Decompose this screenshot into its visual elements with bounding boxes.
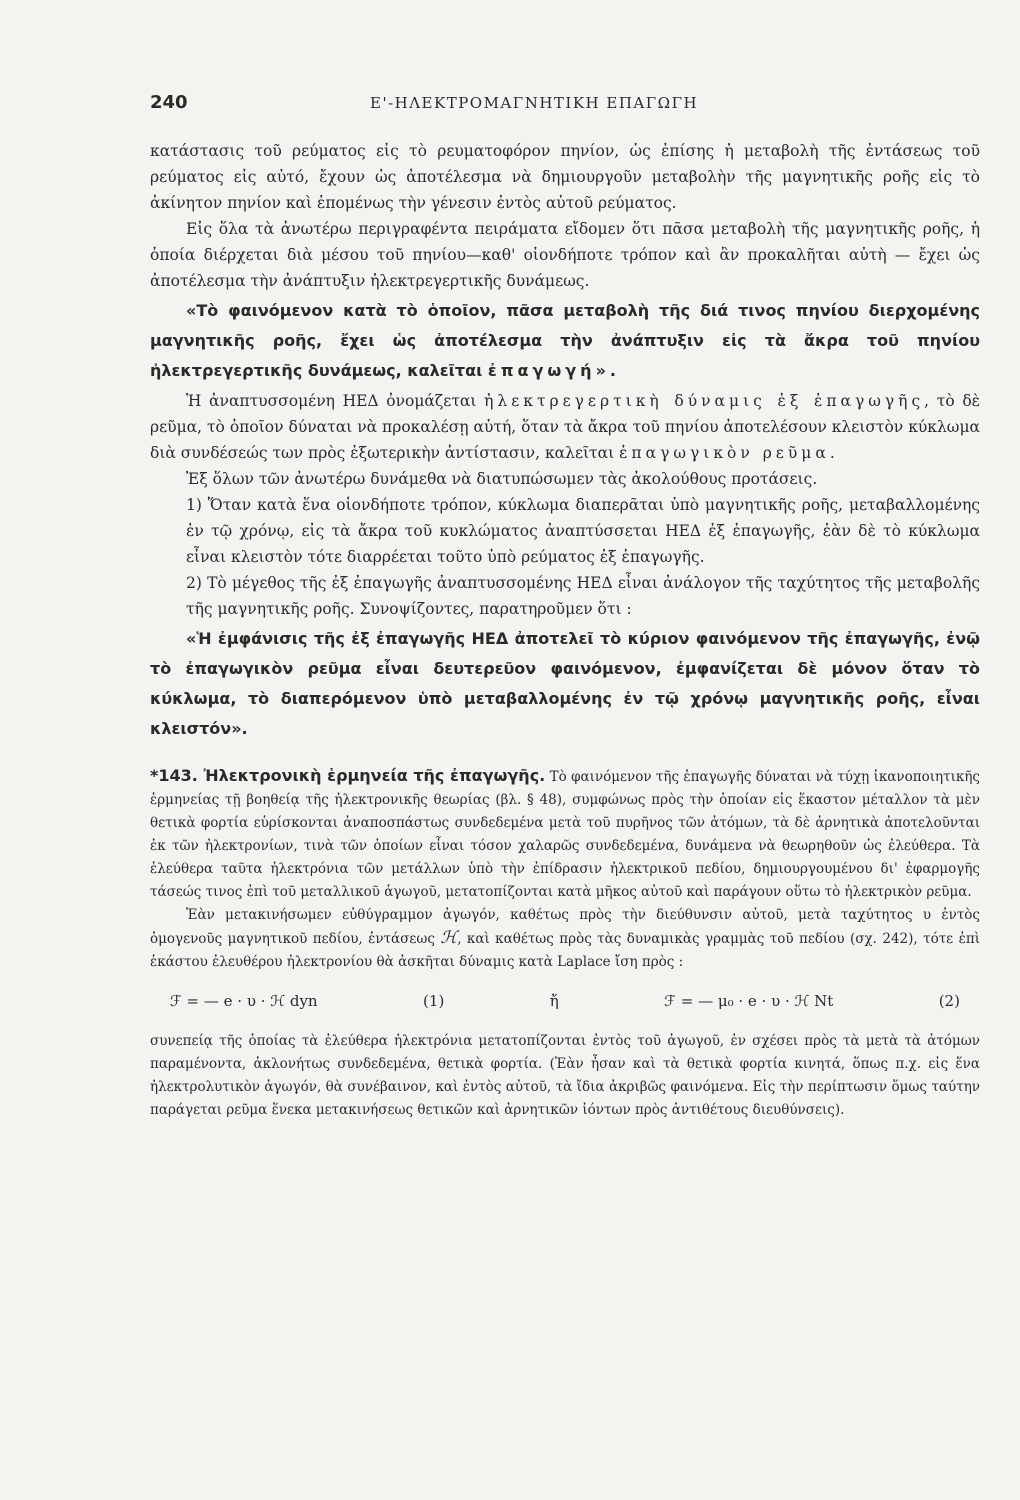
section-paragraph-2 xyxy=(150,904,980,974)
paragraph-3 xyxy=(150,388,980,466)
page-header xyxy=(150,92,940,122)
formula-or: ἤ xyxy=(549,992,559,1010)
term-emf: ἠλεκτρεγερτικὴ δύναμις ἐξ ἐπαγωγῆς xyxy=(484,392,925,410)
proposition-1: 1) Ὅταν κατὰ ἕνα οἱονδήποτε τρόπον, κύκλωμα διαπερᾶται ὑπὸ μαγνητικῆς ροῆς, μεταβαλλομένης ἐν τῷ χρόνῳ, εἰς τὰ ἄκρα τοῦ κυκλώματος ἀναπτύσσεται ΗΕΔ ἐξ ἐπαγωγῆς, ἐὰν δὲ τὸ κύκλωμα εἶναι κλειστὸν τότε διαρρέεται τοῦτο ὑπὸ ρεύματος ἐξ ἐπαγωγῆς. xyxy=(186,496,980,566)
definition-induction-end: . xyxy=(609,361,616,380)
definition-summary: «Ἡ ἐμφάνισις τῆς ἐξ ἐπαγωγῆς ΗΕΔ ἀποτελεῖ τὸ κύριον φαινόμενον τῆς ἐπαγωγῆς, ἐνῷ τὸ ἐπαγωγικὸν ρεῦμα εἶναι δευτερεῦον φαινόμενον, ἐμφανίζεται δὲ μόνον ὅταν τὸ κύκλωμα, τὸ διαπερόμενον ὑπὸ μεταβαλλομένης ἐν τῷ χρόνῳ μαγνητικῆς ροῆς, εἶναι κλειστόν». xyxy=(150,629,980,738)
proposition-2: 2) Τὸ μέγεθος τῆς ἐξ ἐπαγωγῆς ἀναπτυσσομένης ΗΕΔ εἶναι ἀνάλογον τῆς ταχύτητος τῆς μεταβολῆς τῆς μαγνητικῆς ροῆς. Συνοψίζοντες, παρατηροῦμεν ὅτι : xyxy=(186,574,980,618)
section-title: *143. Ἠλεκτρονικὴ ἑρμηνεία τῆς ἐπαγωγῆς. xyxy=(150,766,546,785)
paragraph-1: κατάστασις τοῦ ρεύματος εἰς τὸ ρευματοφόρον πηνίον, ὡς ἐπίσης ἡ μεταβολὴ τῆς ἐντάσεως τοῦ ρεύματος εἰς αὐτό, ἔχουν ὡς ἀποτέλεσμα νὰ δημιουργοῦν μεταβολὴν τῆς μαγνητικῆς ροῆς εἰς τὸ ἀκίνητον πηνίον καὶ ἐπομένως τὴν γένεσιν ἐντὸς αὐτοῦ ρεύματος. xyxy=(150,142,980,212)
term-induced-current: ἐπαγωγικὸν ρεῦμα xyxy=(619,444,830,462)
section-paragraph-3: συνεπείᾳ τῆς ὁποίας τὰ ἐλεύθερα ἠλεκτρόνια μετατοπίζονται ἐντὸς τοῦ ἀγωγοῦ, ἐν σχέσει πρὸς τὰ μετὰ τὰ ἀτόμων παραμένοντα, ἀκλονήτως συνδεδεμένα, θετικὰ φορτία. (Ἐὰν ἦσαν καὶ τὰ θετικὰ φορτία κινητά, ὅπως π.χ. εἰς ἕνα ἠλεκτρολυτικὸν ἀγωγόν, θὰ συνέβαινον, καὶ ἐντὸς αὐτοῦ, τὰ ἴδια ἀκριβῶς φαινόμενα. Εἰς τὴν περίπτωσιν ὅμως ταύτην παράγεται ρεῦμα ἕνεκα μετακινήσεως θετικῶν καὶ ἀρνητικῶν ἰόντων πρὸς ἀντιθέτους διευθύνσεις). xyxy=(150,1033,980,1118)
section-paragraph-2-a: Ἐὰν μετακινήσωμεν εὐθύγραμμον ἀγωγόν, καθέτως πρὸς τὴν διεύθυνσιν αὐτοῦ, μετὰ ταχύτητος υ ἐντὸς ὁμογενοῦς μαγνητικοῦ πεδίου, ἐντάσεως xyxy=(150,907,980,947)
term-induction: ἐπαγωγή» xyxy=(487,361,610,380)
page-number: 240 xyxy=(150,92,188,113)
section-143 xyxy=(150,764,980,904)
page-body xyxy=(150,138,980,1122)
formula-1: ℱ = — e · υ · ℋ dyn xyxy=(170,992,318,1010)
section-paragraph-1: Τὸ φαινόμενον τῆς ἐπαγωγῆς δύναται νὰ τύχῃ ἱκανοποιητικῆς ἑρμηνείας τῇ βοηθείᾳ τῆς ἠλεκτρονικῆς θεωρίας (βλ. § 48), συμφώνως πρὸς τὴν ὁποίαν εἰς ἕκαστον μέταλλον τὰ μὲν θετικὰ φορτία εὑρίσκονται ἀναποσπάστως συνδεδεμένα μετὰ τοῦ πυρῆνος τῶν ἀτόμων, τὰ δὲ ἀρνητικὰ ἀποτελοῦνται ἐκ τῶν ἠλεκτρονίων, τινὰ τῶν ὁποίων εἶναι τόσον χαλαρῶς συνδεδεμένα, δυνάμενα νὰ θεωρηθοῦν ὡς ἐλεύθερα. Τὰ ἐλεύθερα ταῦτα ἠλεκτρόνια τῶν μετάλλων ὑπὸ τὴν ἐπίδρασιν ἠλεκτρικοῦ πεδίου, δημιουργουμένου δι' ἐφαρμογῆς τάσεώς τινος ἐπὶ τοῦ μεταλλικοῦ ἀγωγοῦ, μετατοπίζονται κατὰ μῆκος αὐτοῦ καὶ παράγουν οὕτω τὸ ἠλεκτρικὸν ρεῦμα. xyxy=(150,769,980,900)
field-symbol: ℋ xyxy=(440,928,458,948)
formula-1-number: (1) xyxy=(423,992,445,1010)
formula-2-number: (2) xyxy=(938,992,960,1010)
formula-2: ℱ = — μ₀ · e · υ · ℋ Nt xyxy=(664,992,834,1010)
definition-induction xyxy=(150,296,980,386)
definition-induction-text: «Τὸ φαινόμενον κατὰ τὸ ὁποῖον, πᾶσα μεταβολὴ τῆς διά τινος πηνίου διερχομένης μαγνητικῆς ροῆς, ἔχει ὡς ἀποτέλεσμα τὴν ἀνάπτυξιν εἰς τὰ ἄκρα τοῦ πηνίου ἠλεκτρεγερτικῆς δυνάμεως, καλεῖται xyxy=(150,301,980,380)
paragraph-3-b: , τὸ δὲ ρεῦμα, τὸ ὁποῖον δύναται νὰ προκαλέσῃ αὐτή, ὅταν τὰ ἄκρα τοῦ πηνίου ἀποτελέσουν κλειστὸν κύκλωμα διὰ συνδέσεώς των πρὸς ἐξωτερικὴν ἀντίστασιν, καλεῖται xyxy=(150,392,980,462)
section-paragraph-2-b: , καὶ καθέτως πρὸς τὰς δυναμικὰς γραμμὰς τοῦ πεδίου (σχ. 242), τότε ἐπὶ ἑκάστου ἐλευθέρου ἠλεκτρονίου θὰ ἀσκῆται δύναμις κατὰ Laplace ἴση πρὸς : xyxy=(150,931,980,970)
formula-row xyxy=(170,988,980,1014)
running-title: Ε'-ΗΛΕΚΤΡΟΜΑΓΝΗΤΙΚΗ ΕΠΑΓΩΓΗ xyxy=(370,94,699,112)
paragraph-3-a: Ἡ ἀναπτυσσομένη ΗΕΔ ὀνομάζεται xyxy=(186,392,477,410)
paragraph-2: Εἰς ὅλα τὰ ἀνωτέρω περιγραφέντα πειράματα εἴδομεν ὅτι πᾶσα μεταβολὴ τῆς μαγνητικῆς ροῆς, ἡ ὁποία διέρχεται διὰ μέσου τοῦ πηνίου—καθ' οἱονδήποτε τρόπον καὶ ἂν προκαλῆται αὐτὴ — ἔχει ὡς ἀποτέλεσμα τὴν ἀνάπτυξιν ἠλεκτρεγερτικῆς δυνάμεως. xyxy=(150,220,980,290)
paragraph-3-end: . xyxy=(829,444,835,462)
paragraph-4: Ἐξ ὅλων τῶν ἀνωτέρω δυνάμεθα νὰ διατυπώσωμεν τὰς ἀκολούθους προτάσεις. xyxy=(186,470,818,488)
